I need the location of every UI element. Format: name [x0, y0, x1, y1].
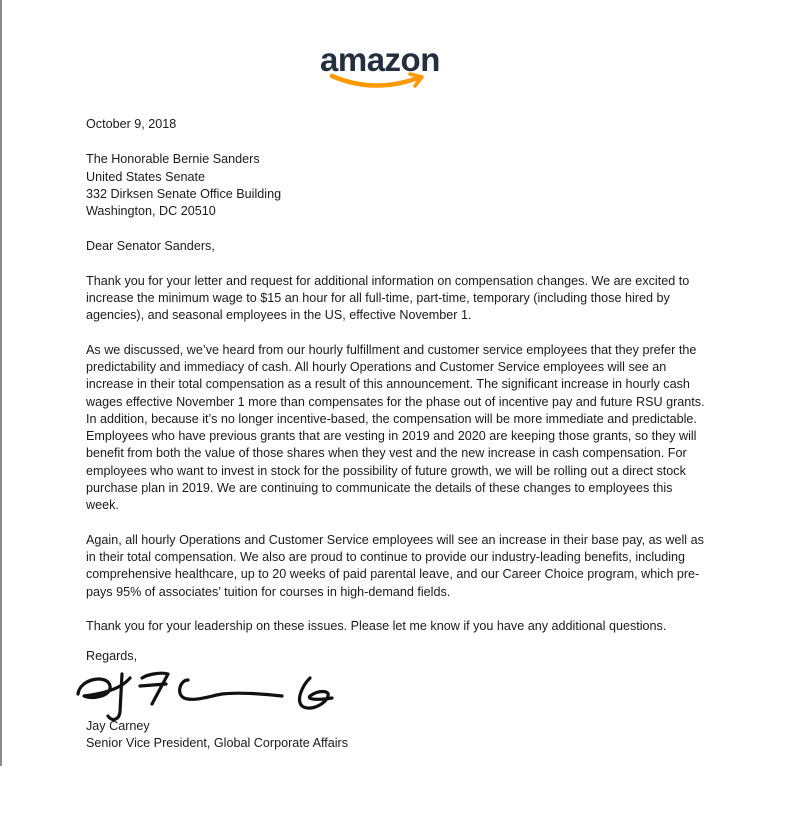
amazon-logo	[318, 40, 458, 96]
body-paragraph: Again, all hourly Operations and Customer Service employees will see an increase in their base pay, as well as in their total compensation. We also are proud to continue to provide our industry-leading benefits, including comprehensive healthcare, up to 20 weeks of paid parental leave, and our Career Choice program, which pre-pays 95% of associates’ tuition for courses in high-demand fields.	[86, 532, 704, 599]
signer-name: Jay Carney	[86, 719, 150, 733]
salutation: Dear Senator Sanders,	[86, 239, 215, 254]
recipient-line: The Honorable Bernie Sanders	[86, 152, 260, 167]
signer-title: Senior Vice President, Global Corporate Affairs	[86, 736, 349, 750]
body-paragraph: Thank you for your letter and request for additional information on compensation changes. We are excited to increase the minimum wage to $15 an hour for all full-time, part-time, temporary (including those hired by agencies), and seasonal employees in the US, effective November 1.	[86, 273, 690, 323]
recipient-address	[86, 151, 706, 220]
amazon-smile-icon	[318, 70, 458, 92]
letter-body	[86, 116, 706, 652]
logo-wordmark: amazon	[320, 41, 440, 78]
letter-date: October 9, 2018	[86, 117, 177, 131]
body-paragraph: As we discussed, we’ve heard from our hourly fulfillment and customer service employees that they prefer the predictability and immediacy of cash. All hourly Operations and Customer Service employees will see an increase in their total compensation as a result of this announcement. The significant increase in hourly cash wages effective November 1 more than compensates for the phase out of incentive pay and future RSU grants. In addition, because it’s no longer incentive-based, the compensation will be more immediate and predictable. Employees who have previous grants that are vesting in 2019 and 2020 are keeping those grants, so they will benefit from both the value of those shares when they vest and the new increase in cash compensation. For employees who want to invest in stock for the possibility of future growth, we will be rolling out a direct stock purchase plan in 2019. We are continuing to communicate the details of these changes to employees this week.	[86, 342, 705, 513]
recipient-line: United States Senate	[86, 169, 206, 184]
body-paragraph: Thank you for your leadership on these issues. Please let me know if you have any additional questions.	[86, 618, 667, 633]
recipient-line: 332 Dirksen Senate Office Building	[86, 186, 282, 201]
page-edge-line	[0, 0, 2, 766]
handwritten-signature	[70, 660, 360, 724]
recipient-line: Washington, DC 20510	[86, 204, 216, 219]
closing-text: Regards,	[86, 649, 138, 663]
